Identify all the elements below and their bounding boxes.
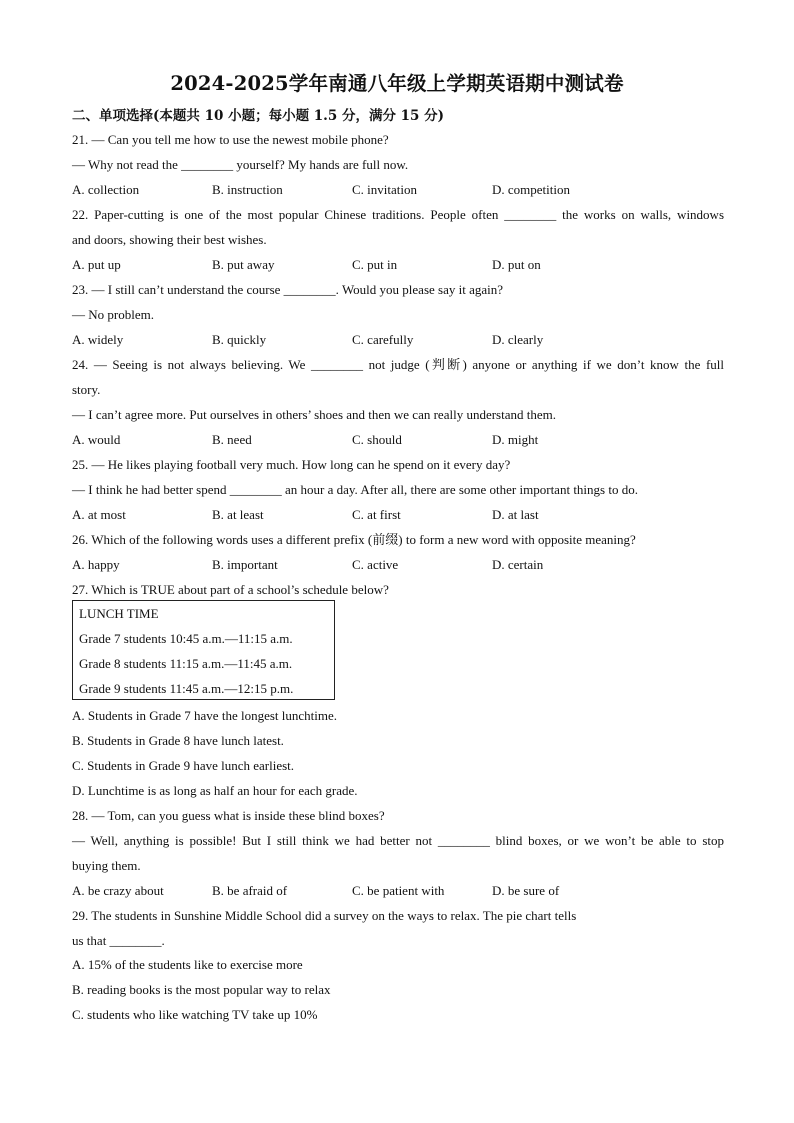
question-29-option-c: C. students who like watching TV take up 10% bbox=[72, 1007, 318, 1022]
question-24-option-a: A. would bbox=[72, 432, 121, 447]
question-27-option-a: A. Students in Grade 7 have the longest lunchtime. bbox=[72, 708, 338, 723]
question-23-option-a: A. widely bbox=[72, 332, 124, 347]
lunch-schedule-table bbox=[72, 600, 335, 700]
question-22-stem-line2: and doors, showing their best wishes. bbox=[72, 232, 267, 247]
question-21-option-c: C. invitation bbox=[352, 182, 417, 197]
question-23-option-b: B. quickly bbox=[212, 332, 267, 347]
question-23-stem: 23. — I still can’t understand the course ________. Would you please say it again? bbox=[72, 282, 503, 297]
question-27-option-b: B. Students in Grade 8 have lunch latest. bbox=[72, 733, 284, 748]
question-28-reply-line1: — Well, anything is possible! But I still think we had better not ________ blind boxes, or we won’t be able to stop bbox=[72, 833, 724, 848]
question-21-reply: — Why not read the ________ yourself? My hands are full now. bbox=[72, 157, 409, 172]
question-21-option-d: D. competition bbox=[492, 182, 570, 197]
schedule-row-grade-8: Grade 8 students 11:15 a.m.—11:45 a.m. bbox=[79, 656, 293, 671]
question-22-option-b: B. put away bbox=[212, 257, 275, 272]
question-26-stem: 26. Which of the following words uses a different prefix (前缀) to form a new word with opposite meaning? bbox=[72, 532, 636, 547]
question-25-option-c: C. at first bbox=[352, 507, 401, 522]
question-24-reply: — I can’t agree more. Put ourselves in others’ shoes and then we can really understand them. bbox=[72, 407, 556, 422]
question-28-stem: 28. — Tom, can you guess what is inside these blind boxes? bbox=[72, 808, 385, 823]
question-28-option-b: B. be afraid of bbox=[212, 883, 288, 898]
question-29-stem-line1: 29. The students in Sunshine Middle School did a survey on the ways to relax. The pie chart tells bbox=[72, 908, 577, 923]
question-28-option-c: C. be patient with bbox=[352, 883, 445, 898]
section-heading: 二、单项选择(本题共 10 小题；每小题 1.5 分，满分 15 分) bbox=[72, 108, 445, 124]
question-23-reply: — No problem. bbox=[72, 307, 154, 322]
question-25-reply: — I think he had better spend ________ an hour a day. After all, there are some other important things to do. bbox=[72, 482, 638, 497]
question-23-option-c: C. carefully bbox=[352, 332, 414, 347]
question-24-option-b: B. need bbox=[212, 432, 252, 447]
question-23-option-d: D. clearly bbox=[492, 332, 544, 347]
schedule-row-grade-7: Grade 7 students 10:45 a.m.—11:15 a.m. bbox=[79, 631, 293, 646]
schedule-heading: LUNCH TIME bbox=[79, 606, 159, 621]
question-27-stem: 27. Which is TRUE about part of a school’s schedule below? bbox=[72, 582, 389, 597]
question-25-option-b: B. at least bbox=[212, 507, 264, 522]
question-29-option-b: B. reading books is the most popular way to relax bbox=[72, 982, 331, 997]
question-22-option-a: A. put up bbox=[72, 257, 121, 272]
question-25-stem: 25. — He likes playing football very much. How long can he spend on it every day? bbox=[72, 457, 511, 472]
question-22-option-d: D. put on bbox=[492, 257, 541, 272]
schedule-row-grade-9: Grade 9 students 11:45 a.m.—12:15 p.m. bbox=[79, 681, 294, 696]
question-24-stem-line1: 24. — Seeing is not always believing. We ________ not judge (判断) anyone or anything if we don’t know the full bbox=[72, 357, 724, 372]
question-27-option-c: C. Students in Grade 9 have lunch earliest. bbox=[72, 758, 295, 773]
question-24-stem-line2: story. bbox=[72, 382, 101, 397]
question-24-option-d: D. might bbox=[492, 432, 539, 447]
question-27-option-d: D. Lunchtime is as long as half an hour for each grade. bbox=[72, 783, 358, 798]
question-28-option-d: D. be sure of bbox=[492, 883, 560, 898]
question-21-option-a: A. collection bbox=[72, 182, 140, 197]
question-29-stem-line2: us that ________. bbox=[72, 933, 165, 948]
question-28-option-a: A. be crazy about bbox=[72, 883, 164, 898]
page-title: 2024-2025学年南通八年级上学期英语期中测试卷 bbox=[170, 72, 624, 95]
question-26-option-d: D. certain bbox=[492, 557, 544, 572]
question-21-option-b: B. instruction bbox=[212, 182, 283, 197]
question-26-option-c: C. active bbox=[352, 557, 399, 572]
question-25-option-a: A. at most bbox=[72, 507, 126, 522]
question-21-stem: 21. — Can you tell me how to use the newest mobile phone? bbox=[72, 132, 389, 147]
question-26-option-b: B. important bbox=[212, 557, 278, 572]
question-24-option-c: C. should bbox=[352, 432, 402, 447]
question-25-option-d: D. at last bbox=[492, 507, 539, 522]
question-28-reply-line2: buying them. bbox=[72, 858, 141, 873]
question-29-option-a: A. 15% of the students like to exercise more bbox=[72, 957, 303, 972]
question-26-option-a: A. happy bbox=[72, 557, 120, 572]
question-22-stem-line1: 22. Paper-cutting is one of the most popular Chinese traditions. People often ________ the works on walls, windows bbox=[72, 207, 724, 222]
question-22-option-c: C. put in bbox=[352, 257, 398, 272]
